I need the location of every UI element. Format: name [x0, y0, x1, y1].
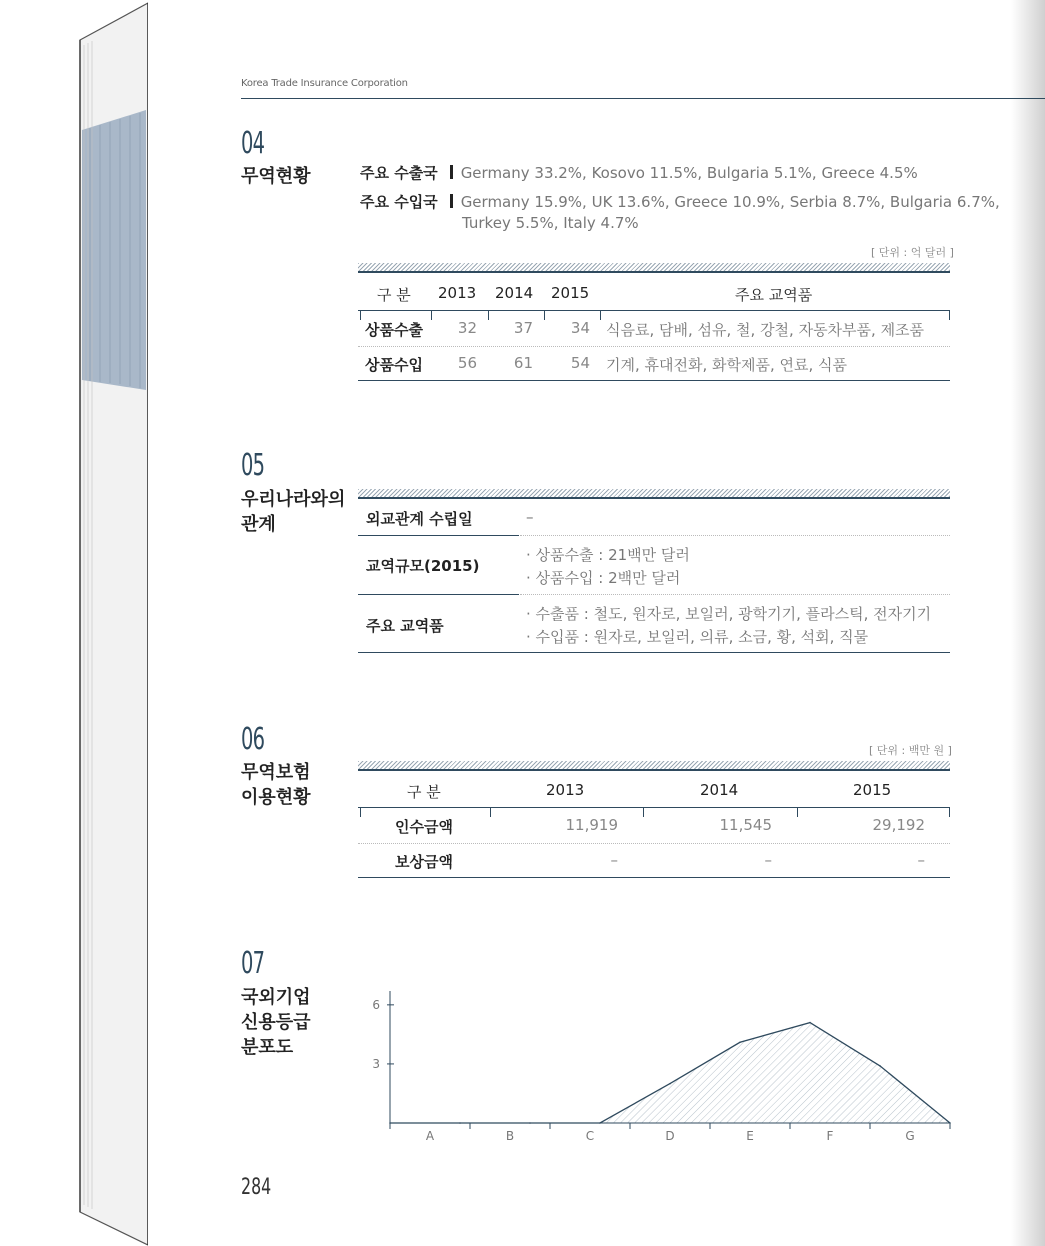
section-title-07-line1: 국외기업: [241, 987, 311, 1008]
section-title-07-line2: 신용등급: [241, 1012, 311, 1033]
row-main-items: 기계, 휴대전화, 화학제품, 연료, 식품: [606, 356, 848, 374]
x-tick-label: G: [905, 1129, 915, 1143]
header-rule: [358, 310, 950, 311]
row-label: 주요 교역품: [366, 617, 444, 635]
row-value-2015: 54: [570, 354, 590, 372]
row-label: 외교관계 수립일: [366, 510, 473, 528]
table-top-rule-06: [358, 769, 950, 771]
divider-bar: [450, 194, 453, 208]
book-spine: [0, 0, 150, 1246]
table-bottom-rule: [358, 380, 950, 381]
x-tick-label: F: [826, 1129, 834, 1143]
header-main-items: 주요 교역품: [735, 286, 813, 304]
header-category: 구 분: [377, 286, 411, 304]
header-2014: 2014: [495, 284, 534, 302]
table-bottom-rule: [358, 877, 950, 878]
section-number-06: 06: [241, 722, 265, 757]
data-point: [809, 1022, 811, 1024]
table-top-rule-05: [358, 497, 950, 499]
page-number: 284: [241, 1175, 272, 1200]
section-title-04: 무역현황: [241, 166, 311, 187]
section-title-05-line1: 우리나라와의: [241, 489, 346, 510]
table-hatch-05: [358, 489, 950, 497]
export-label: 주요 수출국: [360, 164, 438, 182]
row-value-line: · 수출품 : 철도, 원자로, 보일러, 광학기기, 플라스틱, 전자기기: [526, 605, 932, 623]
header-2014: 2014: [700, 781, 739, 799]
row-value: –: [526, 508, 534, 526]
row-value-line: · 수입품 : 원자로, 보일러, 의류, 소금, 황, 석회, 직물: [526, 628, 869, 646]
y-tick-label: 3: [372, 1056, 380, 1071]
divider-bar: [450, 165, 453, 179]
main-export-countries: [360, 162, 918, 183]
data-point: [879, 1065, 881, 1067]
header-rule: [241, 98, 1045, 99]
export-value: Germany 33.2%, Kosovo 11.5%, Bulgaria 5.1%, Greece 4.5%: [460, 164, 918, 182]
row-label: 보상금액: [395, 853, 453, 871]
row-value-line: · 상품수입 : 2백만 달러: [526, 569, 681, 587]
data-point: [739, 1041, 741, 1043]
main-import-countries: [360, 191, 1000, 212]
row-value-2013: 32: [457, 319, 477, 337]
row-value-2014: 37: [513, 319, 533, 337]
section-number-07: 07: [241, 946, 265, 981]
row-main-items: 식음료, 담배, 섬유, 철, 강철, 자동차부품, 제조품: [606, 321, 925, 339]
row-label: 상품수입: [365, 356, 423, 374]
row-divider: [358, 346, 950, 347]
area-fill: [390, 1023, 950, 1123]
row-value-2014: 61: [513, 354, 533, 372]
row-value-2015: 34: [570, 319, 590, 337]
table-top-rule-04: [358, 271, 950, 273]
header-2013: 2013: [438, 284, 477, 302]
unit-label-06: [ 단위 : 백만 원 ]: [869, 744, 952, 757]
import-value: Germany 15.9%, UK 13.6%, Greece 10.9%, Serbia 8.7%, Bulgaria 6.7%,: [460, 193, 1000, 211]
x-tick-label: E: [746, 1129, 754, 1143]
row-value-2013: 11,919: [565, 816, 618, 834]
x-tick-label: A: [425, 1129, 435, 1143]
section-title-05-line2: 관계: [241, 514, 276, 535]
row-label: 상품수출: [365, 321, 423, 339]
import-value-continued: Turkey 5.5%, Italy 4.7%: [462, 214, 639, 232]
header-rule: [358, 807, 950, 808]
table-bottom-rule: [358, 652, 950, 653]
header-2013: 2013: [546, 781, 585, 799]
row-divider: [358, 843, 950, 844]
row-value-2013: –: [610, 851, 618, 869]
header-2015: 2015: [551, 284, 590, 302]
running-head: Korea Trade Insurance Corporation: [241, 78, 408, 89]
section-title-07-line3: 분포도: [241, 1037, 294, 1058]
unit-label-04: [ 단위 : 억 달러 ]: [871, 246, 954, 259]
y-tick-label: 6: [372, 997, 380, 1012]
row-value-2015: 29,192: [872, 816, 925, 834]
row-value-2013: 56: [457, 354, 477, 372]
section-number-04: 04: [241, 126, 265, 161]
x-tick-label: B: [505, 1129, 515, 1143]
row-label: 교역규모(2015): [366, 557, 480, 575]
page-edge-shadow: [1011, 0, 1045, 1246]
header-category: 구 분: [407, 783, 441, 801]
import-label: 주요 수입국: [360, 193, 438, 211]
section-title-06-line2: 이용현황: [241, 787, 311, 808]
row-value-2014: 11,545: [719, 816, 772, 834]
row-value-2015: –: [917, 851, 925, 869]
table-hatch-04: [358, 263, 950, 271]
x-tick-label: C: [585, 1129, 595, 1143]
header-2015: 2015: [853, 781, 892, 799]
section-title-06-line1: 무역보험: [241, 762, 311, 783]
credit-rating-chart: [355, 985, 960, 1155]
row-value-2014: –: [764, 851, 772, 869]
section-number-05: 05: [241, 448, 265, 483]
data-point: [669, 1083, 671, 1085]
table-hatch-06: [358, 761, 950, 769]
row-label: 인수금액: [395, 818, 453, 836]
row-value-line: · 상품수출 : 21백만 달러: [526, 546, 690, 564]
x-tick-label: D: [665, 1129, 675, 1143]
